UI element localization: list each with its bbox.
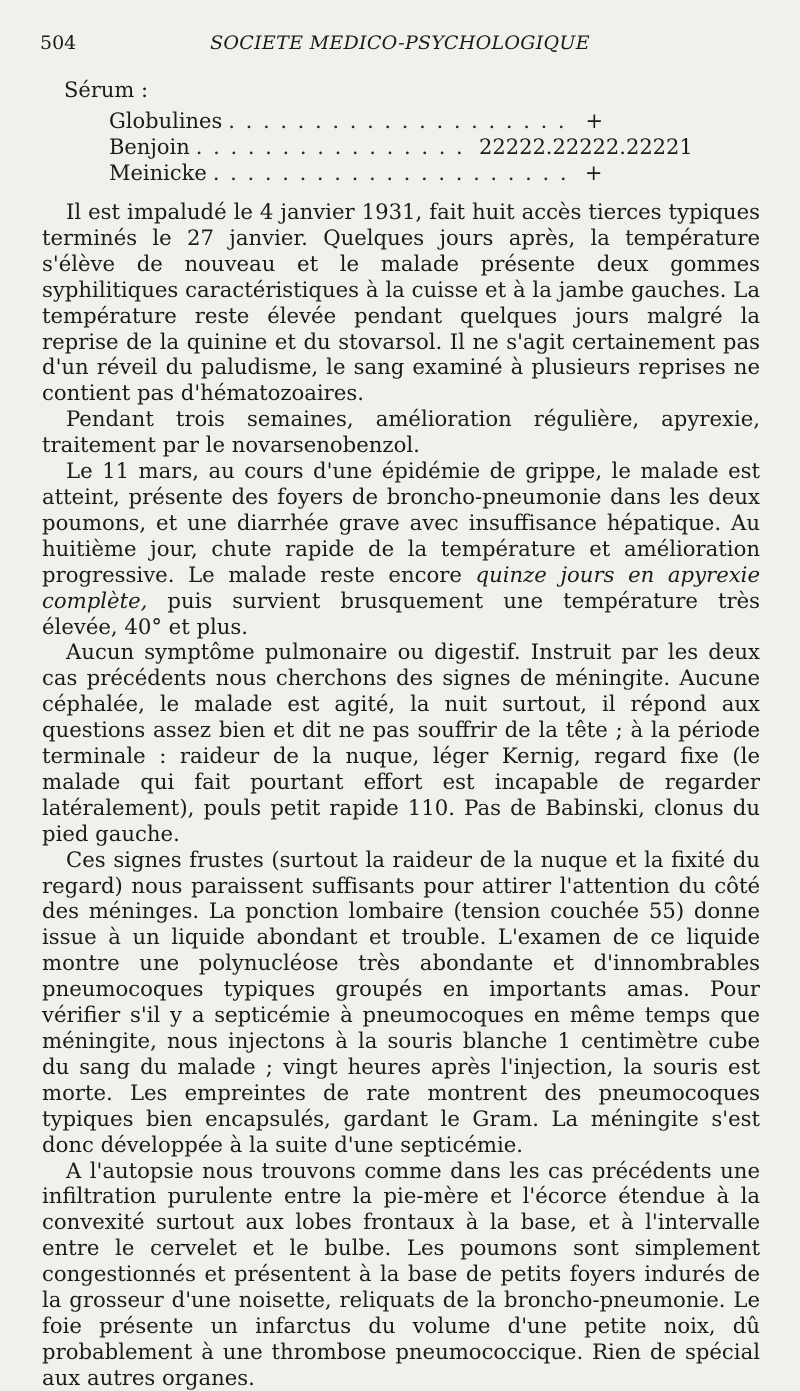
serum-label: Sérum : <box>64 78 149 102</box>
dot-leader <box>228 108 571 134</box>
running-title: SOCIETE MEDICO-PSYCHOLOGIQUE <box>210 32 590 54</box>
result-row-benjoin <box>109 134 693 160</box>
result-name: Meinicke <box>109 161 207 185</box>
paragraph: Ces signes frustes (surtout la raideur de la nuque et la fixité du regard) nous paraissent suffisants pour attirer l'attention du côté des méninges. La ponction lombaire (tension couchée 55) donne issue à un liquide abondant et trouble. L'examen de ce liquide montre une polynucléose très abondante et d'innombrables pneumocoques typiques groupés en importants amas. Pour vérifier s'il y a septicémie à pneumocoques en même temps que méningite, nous injectons à la souris blanche 1 centimètre cube du sang du malade ; vingt heures après l'injection, la souris est morte. Les empreintes de rate montrent des pneumocoques typiques bien encapsulés, gardant le Gram. La méningite s'est donc développée à la suite d'une septicémie. <box>42 846 760 1157</box>
paragraph: Il est impaludé le 4 janvier 1931, fait huit accès tierces typiques terminés le 27 janvier. Quelques jours après, la température s'élève de nouveau et le malade présente deux gommes syphilitiques caractéristiques à la cuisse et à la jambe gauches. La température reste élevée pendant quelques jours malgré la reprise de la quinine et du stovarsol. Il ne s'agit certainement pas d'un réveil du paludisme, le sang examiné à plusieurs reprises ne contient pas d'hématozoaires. <box>42 199 760 406</box>
result-row-globulines <box>109 108 609 134</box>
paragraph <box>42 458 760 639</box>
page-number: 504 <box>40 32 77 54</box>
serum-results <box>109 108 693 186</box>
result-value: + <box>584 161 603 185</box>
paragraph-text: puis survient brusquement une température très élevée, 40° et plus. <box>42 587 760 639</box>
paragraph: Pendant trois semaines, amélioration régulière, apyrexie, traitement par le novarsenobenzol. <box>42 406 760 458</box>
result-name: Benjoin <box>109 135 190 159</box>
result-value: + <box>585 109 604 133</box>
body-text <box>42 199 760 1391</box>
page-header <box>40 31 760 55</box>
paragraph: A l'autopsie nous trouvons comme dans les cas précédents une infiltration purulente entre la pie-mère et l'écorce étendue à la convexité surtout aux lobes frontaux à la base, et à l'intervalle entre le cervelet et le bulbe. Les poumons sont simplement congestionnés et présentent à la base de petits foyers indurés de la grosseur d'une noisette, reliquats de la broncho-pneumonie. Le foie présente un infarctus du volume d'une petite noix, dû probablement à une thrombose pneumococcique. Rien de spécial aux autres organes. <box>42 1157 760 1390</box>
result-name: Globulines <box>109 109 223 133</box>
paragraph-text: Le 11 mars, au cours d'une épidémie de grippe, le malade est atteint, présente des foyers de broncho-pneumonie dans les deux poumons, et une diarrhée grave avec insuffisance hépatique. Au huitième jour, chute rapide de la température et amélioration progressive. Le malade reste encore <box>42 458 760 587</box>
result-value: 22222.22222.22221 <box>479 135 693 159</box>
emphasized-text: quinze jours en apyrexie complète, <box>42 561 760 613</box>
result-row-meinicke <box>109 160 609 186</box>
dot-leader <box>196 134 471 160</box>
paragraph: Aucun symptôme pulmonaire ou digestif. Instruit par les deux cas précédents nous cherchons des signes de méningite. Aucune céphalée, le malade est agité, la nuit surtout, il répond aux questions assez bien et dit ne pas souffrir de la tête ; à la période terminale : raideur de la nuque, léger Kernig, regard fixe (le malade qui fait pourtant effort est incapable de regarder latéralement), pouls petit rapide 110. Pas de Babinski, clonus du pied gauche. <box>42 639 760 846</box>
dot-leader <box>213 160 571 186</box>
